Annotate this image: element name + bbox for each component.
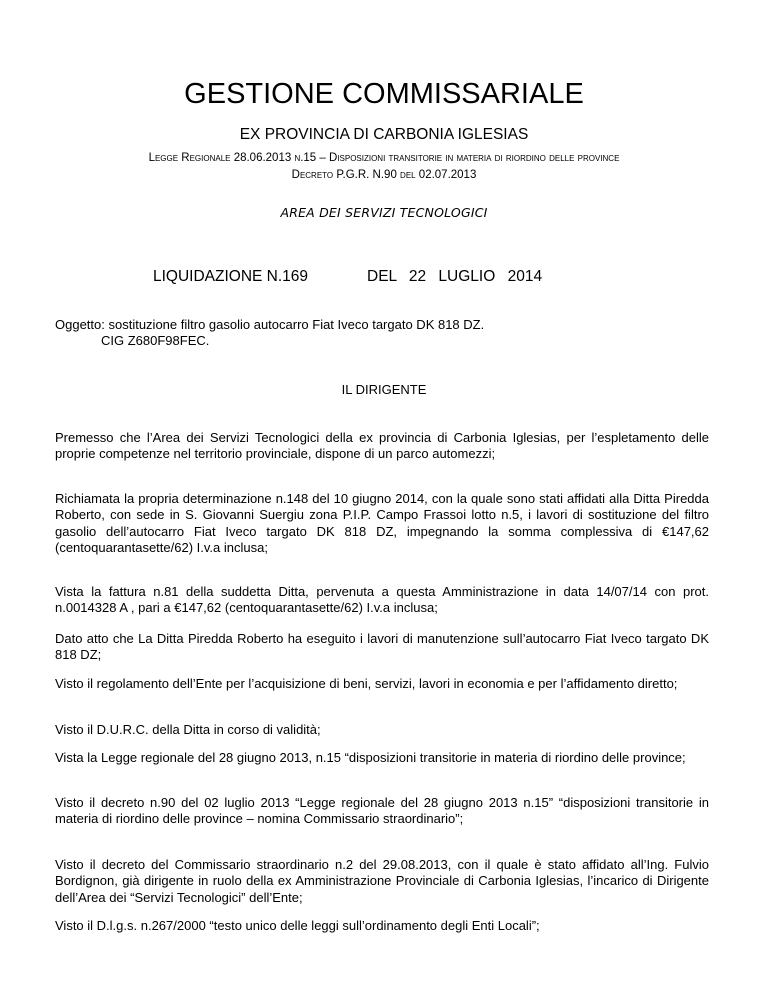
decree-reference-text: Decreto P.G.R. N.90 del 02.07.2013	[291, 169, 477, 181]
paragraph	[55, 750, 709, 766]
paragraph-text: Vista la Legge regionale del 28 giugno 2013, n.15 “disposizioni transitorie in materia di riordino delle province;	[55, 750, 686, 765]
section-heading: IL DIRIGENTE	[341, 382, 427, 397]
paragraph	[55, 584, 709, 617]
paragraph	[55, 795, 709, 828]
area-heading: AREA DEI SERVIZI TECNOLOGICI	[280, 205, 488, 220]
paragraph-text: Dato atto che La Ditta Piredda Roberto ha eseguito i lavori di manutenzione sull’autocarro Fiat Iveco targato DK 818 DZ;	[55, 631, 709, 663]
cig-code: CIG Z680F98FEC.	[101, 333, 210, 348]
paragraph	[55, 631, 709, 664]
law-reference-text: Legge Regionale 28.06.2013 n.15 – Disposizioni transitorie in materia di riordino delle province	[148, 152, 620, 164]
document-title: GESTIONE COMMISSARIALE	[184, 78, 584, 110]
paragraph-text: Visto il D.U.R.C. della Ditta in corso di validità;	[55, 722, 321, 737]
liquidazione-number: LIQUIDAZIONE N.169	[153, 268, 309, 285]
paragraph	[55, 857, 709, 906]
paragraph	[55, 722, 709, 738]
liquidazione-date: DEL 22 LUGLIO 2014	[367, 268, 543, 285]
decree-reference-line	[0, 169, 768, 181]
paragraph	[55, 430, 709, 463]
paragraph	[55, 676, 709, 692]
subject-line: Oggetto: sostituzione filtro gasolio autocarro Fiat Iveco targato DK 818 DZ.	[55, 317, 485, 332]
subject-block	[55, 317, 484, 349]
paragraph-text: Premesso che l’Area dei Servizi Tecnologici della ex provincia di Carbonia Iglesias, per l’espletamento delle proprie competenze nel territorio provinciale, dispone di un parco automezzi;	[55, 430, 709, 462]
paragraph-text: Vista la fattura n.81 della suddetta Ditta, pervenuta a questa Amministrazione in data 14/07/14 con prot. n.0014328 A , pari a €147,62 (centoquarantasette/62) I.v.a inclusa;	[55, 584, 709, 616]
paragraph	[55, 918, 709, 934]
law-reference-line	[0, 152, 768, 164]
paragraph-text: Visto il regolamento dell’Ente per l’acquisizione di beni, servizi, lavori in economia e per l’affidamento diretto;	[55, 676, 678, 691]
paragraph-text: Richiamata la propria determinazione n.148 del 10 giugno 2014, con la quale sono stati affidati alla Ditta Piredda Roberto, con sede in S. Giovanni Suergiu zona P.I.P. Campo Frassoi lotto n.5, i lavori di sostituzione del filtro gasolio dell’autocarro Fiat Iveco targato DK 818 DZ, impegnando la somma complessiva di €147,62 (centoquarantasette/62) I.v.a inclusa;	[55, 491, 709, 556]
paragraph-text: Visto il decreto del Commissario straordinario n.2 del 29.08.2013, con il quale è stato affidato all’Ing. Fulvio Bordignon, già dirigente in ruolo della ex Amministrazione Provinciale di Carbonia Iglesias, l’incarico di Dirigente dell’Area dei “Servizi Tecnologici” dell’Ente;	[55, 857, 709, 905]
paragraph	[55, 491, 709, 557]
paragraph-text: Visto il decreto n.90 del 02 luglio 2013 “Legge regionale del 28 giugno 2013 n.15” “disposizioni transitorie in materia di riordino delle province – nomina Commissario straordinario”;	[55, 795, 709, 827]
paragraph-text: Visto il D.l.g.s. n.267/2000 “testo unico delle leggi sull’ordinamento degli Enti Locali”;	[55, 918, 540, 933]
document-subtitle: EX PROVINCIA DI CARBONIA IGLESIAS	[239, 126, 529, 143]
